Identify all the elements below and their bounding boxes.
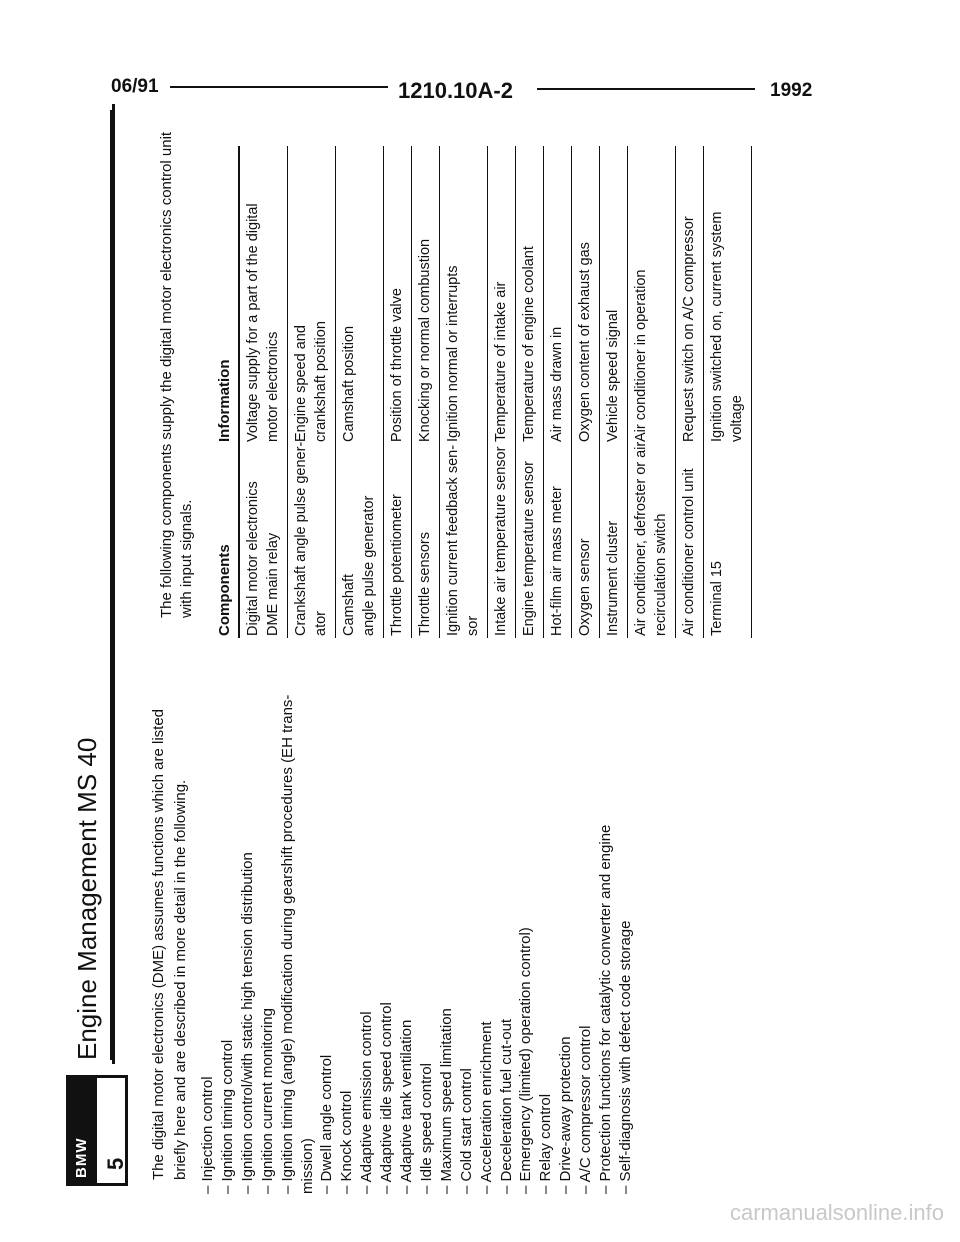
table-row-rule	[751, 146, 752, 638]
table-row-rule	[335, 146, 336, 638]
function-item: – Ignition timing (angle) modification during gearshift procedures (EH trans-	[278, 694, 296, 1194]
table-cell-information: crankshaft position	[313, 321, 329, 442]
table-row-rule	[515, 146, 516, 638]
function-item: – Ignition timing control	[218, 1039, 236, 1194]
function-item: – Self-diagnosis with defect code storage	[616, 920, 634, 1194]
table-cell-component: ator	[313, 611, 329, 636]
watermark: carmanualsonline.info	[729, 1200, 944, 1225]
table-cell-component: Camshaft	[341, 573, 357, 636]
function-item: – Protection functions for catalytic converter and engine	[597, 824, 614, 1194]
table-row-rule	[439, 146, 440, 638]
table-cell-information: Temperature of engine coolant	[521, 246, 537, 442]
table-cell-component: Instrument cluster	[605, 520, 621, 636]
function-item: – Injection control	[199, 1076, 216, 1194]
table-cell-information: Ignition normal or interrupts	[445, 265, 461, 442]
table-cell-component: Air conditioner, defroster or air	[633, 441, 649, 636]
badge-brand: BMW	[73, 1137, 90, 1178]
function-item: – Adaptive idle speed control	[378, 1002, 396, 1194]
table-cell-component: Hot-film air mass meter	[549, 486, 565, 636]
function-item: mission)	[298, 1138, 316, 1194]
header-vertical-rule	[112, 104, 115, 1064]
table-row-rule	[543, 146, 544, 638]
intro-line-1: The digital motor electronics (DME) assumes functions which are listed	[150, 708, 167, 1180]
table-row-rule	[627, 146, 628, 638]
table-cell-information: Vehicle speed signal	[605, 309, 621, 442]
function-item: – Relay control	[537, 1093, 555, 1194]
function-item: – Knock control	[338, 1090, 356, 1194]
table-cell-component: Engine temperature sensor	[521, 461, 537, 636]
table-cell-component: Air conditioner control unit	[681, 468, 697, 636]
bmw-series-badge	[66, 1075, 128, 1186]
function-item: – A/C compressor control	[577, 1025, 595, 1194]
table-cell-information: Position of throttle valve	[389, 288, 405, 442]
table-row-rule	[599, 146, 600, 638]
table-cell-information: Request switch on A/C compressor	[681, 216, 697, 442]
function-item: – Emergency (limited) operation control)	[517, 927, 535, 1194]
function-item: – Cold start control	[457, 1068, 475, 1194]
function-item: – Idle speed control	[417, 1063, 435, 1194]
table-row-rule	[571, 146, 572, 638]
function-item: – Dwell angle control	[318, 1054, 336, 1194]
table-cell-information: motor electronics	[265, 331, 281, 442]
table-row-rule	[383, 146, 384, 638]
table-cell-information: Engine speed and	[293, 325, 309, 442]
function-item: – Maximum speed limitation	[437, 1008, 455, 1194]
table-cell-component: recirculation switch	[653, 513, 669, 636]
header-year: 1992	[770, 80, 813, 101]
title-underline	[110, 110, 112, 1060]
badge-series: 5	[103, 1157, 128, 1170]
function-item: – Deceleration fuel cut-out	[497, 1018, 515, 1194]
table-cell-component: sor	[465, 615, 481, 636]
table-cell-information: voltage	[729, 395, 745, 442]
table-cell-information: Oxygen content of exhaust gas	[577, 242, 593, 442]
table-cell-component: Intake air temperature sensor	[493, 446, 509, 636]
table-cell-component: Throttle sensors	[417, 532, 433, 636]
header-doc-code: 1210.10A-2	[398, 78, 513, 103]
table-cell-component: angle pulse generator	[361, 495, 377, 636]
function-item: – Ignition current monitoring	[258, 1008, 276, 1194]
table-cell-component: Throttle potentiometer	[389, 494, 405, 636]
table-header-rule	[238, 146, 240, 638]
function-item: – Adaptive tank ventilation	[398, 1019, 415, 1194]
table-cell-information: Camshaft position	[341, 325, 357, 442]
header-date: 06/91	[111, 76, 159, 97]
table-cell-component: Oxygen sensor	[577, 538, 593, 636]
table-row-rule	[703, 146, 704, 638]
table-cell-information: Air conditioner in operation	[633, 269, 649, 442]
table-row-rule	[287, 146, 288, 638]
function-item: – Drive-away protection	[557, 1036, 575, 1194]
table-row-rule	[675, 146, 676, 638]
table-intro-line-1: The following components supply the digital motor electronics control unit	[158, 131, 175, 618]
table-cell-component: Terminal 15	[709, 561, 725, 636]
table-intro-line-2: with input signals.	[178, 499, 195, 618]
section-title: Engine Management MS 40	[72, 737, 102, 1060]
table-cell-component: Crankshaft angle pulse gener-	[293, 441, 309, 636]
table-cell-information: Voltage supply for a part of the digital	[245, 203, 261, 442]
header-rule-right	[537, 88, 755, 90]
table-cell-information: Air mass drawn in	[549, 326, 565, 442]
function-item: – Adaptive emission control	[358, 1011, 376, 1194]
table-cell-component: DME main relay	[265, 532, 281, 636]
table-row-rule	[411, 146, 412, 638]
function-item: – Acceleration enrichment	[477, 1021, 495, 1194]
intro-line-2: briefly here and are described in more detail in the following.	[172, 779, 189, 1180]
table-header-components: Components	[216, 544, 233, 636]
function-item: – Ignition control/with static high tension distribution	[238, 852, 256, 1194]
table-cell-information: Temperature of intake air	[493, 281, 509, 442]
table-cell-information: Ignition switched on, current system	[709, 211, 725, 442]
header-rule-left	[170, 86, 388, 88]
table-cell-component: Digital motor electronics	[245, 481, 261, 636]
table-cell-information: Knocking or normal combustion	[417, 238, 433, 442]
table-cell-component: Ignition current feedback sen-	[445, 444, 461, 636]
table-row-rule	[487, 146, 488, 638]
table-header-information: Information	[216, 359, 233, 442]
